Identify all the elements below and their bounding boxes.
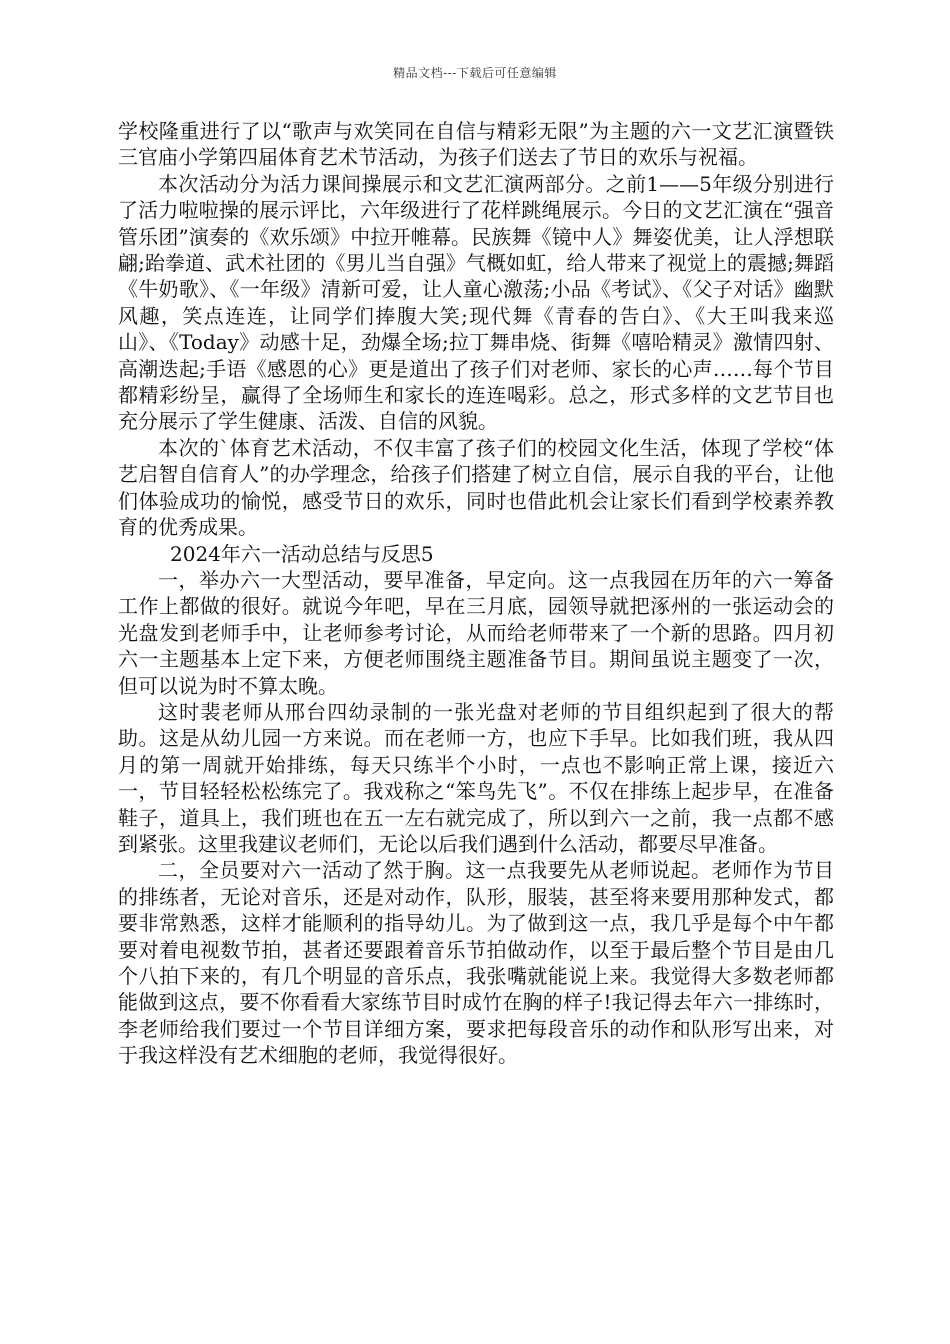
paragraph-early-preparation: 一，举办六一大型活动，要早准备，早定向。这一点我园在历年的六一筹备工作上都做的很好。就说今年吧，早在三月底，园领导就把涿州的一张运动会的光盘发到老师手中，让老师参考讨论，从而给老师带来了一个新的思路。四月初六一主题基本上定下来，方便老师围绕主题准备节目。期间虽说主题变了一次，但可以说为时不算太晚。 bbox=[118, 567, 834, 698]
paragraph-intro: 学校隆重进行了以“歌声与欢笑同在自信与精彩无限”为主题的六一文艺汇演暨铁三官庙小学第四届体育艺术节活动，为孩子们送去了节日的欢乐与祝福。 bbox=[118, 119, 834, 170]
paragraph-early-rehearsal: 这时裴老师从邢台四幼录制的一张光盘对老师的节目组织起到了很大的帮助。这是从幼儿园一方来说。而在老师一方，也应下手早。比如我们班，我从四月的第一周就开始排练，每天只练半个小时，一点也不影响正常上课，接近六一，节目轻轻松松练完了。我戏称之“笨鸟先飞”。不仅在排练上起步早，在准备鞋子，道具上，我们班也在五一左右就完成了，所以到六一之前，我一点都不感到紧张。这里我建议老师们，无论以后我们遇到什么活动，都要尽早准备。 bbox=[118, 699, 834, 856]
page-header: 精品文档---下载后可任意编辑 bbox=[393, 66, 557, 80]
paragraph-full-understanding: 二，全员要对六一活动了然于胸。这一点我要先从老师说起。老师作为节目的排练者，无论对音乐，还是对动作，队形，服装，甚至将来要用那种发式，都要非常熟悉，这样才能顺利的指导幼儿。为了做到这一点，我几乎是每个中午都要对着电视数节拍，甚者还要跟着音乐节拍做动作，以至于最后整个节目是由几个八拍下来的，有几个明显的音乐点，我张嘴就能说上来。我觉得大多数老师都能做到这点，要不你看看大家练节目时成竹在胸的样子!我记得去年六一排练时，李老师给我们要过一个节目详细方案，要求把每段音乐的动作和队形写出来，对于我这样没有艺术细胞的老师，我觉得很好。 bbox=[118, 858, 834, 1068]
paragraph-activity-significance: 本次的`体育艺术活动，不仅丰富了孩子们的校园文化生活，体现了学校“体艺启智自信育人”的办学理念，给孩子们搭建了树立自信，展示自我的平台，让他们体验成功的愉悦，感受节日的欢乐，同时也借此机会让家长们看到学校素养教育的优秀成果。 bbox=[118, 435, 834, 540]
paragraph-activity-overview: 本次活动分为活力课间操展示和文艺汇演两部分。之前1——5年级分别进行了活力啦啦操的展示评比，六年级进行了花样跳绳展示。今日的文艺汇演在“强音管乐团”演奏的《欢乐颂》中拉开帷幕。民族舞《镜中人》舞姿优美，让人浮想联翩;跆拳道、武术社团的《男儿当自强》气概如虹，给人带来了视觉上的震撼;舞蹈《牛奶歌》、《一年级》清新可爱，让人童心激荡;小品《考试》、《父子对话》幽默风趣，笑点连连，让同学们捧腹大笑;现代舞《青春的告白》、《大王叫我来巡山》、《Today》动感十足，劲爆全场;拉丁舞串烧、街舞《嘻哈精灵》激情四射、高潮迭起;手语《感恩的心》更是道出了孩子们对老师、家长的心声……每个节目都精彩纷呈，赢得了全场师生和家长的连连喝彩。总之，形式多样的文艺节目也充分展示了学生健康、活泼、自信的风貌。 bbox=[118, 171, 834, 434]
section-title: 2024年六一活动总结与反思5 bbox=[170, 541, 434, 566]
document-body bbox=[118, 118, 834, 1069]
